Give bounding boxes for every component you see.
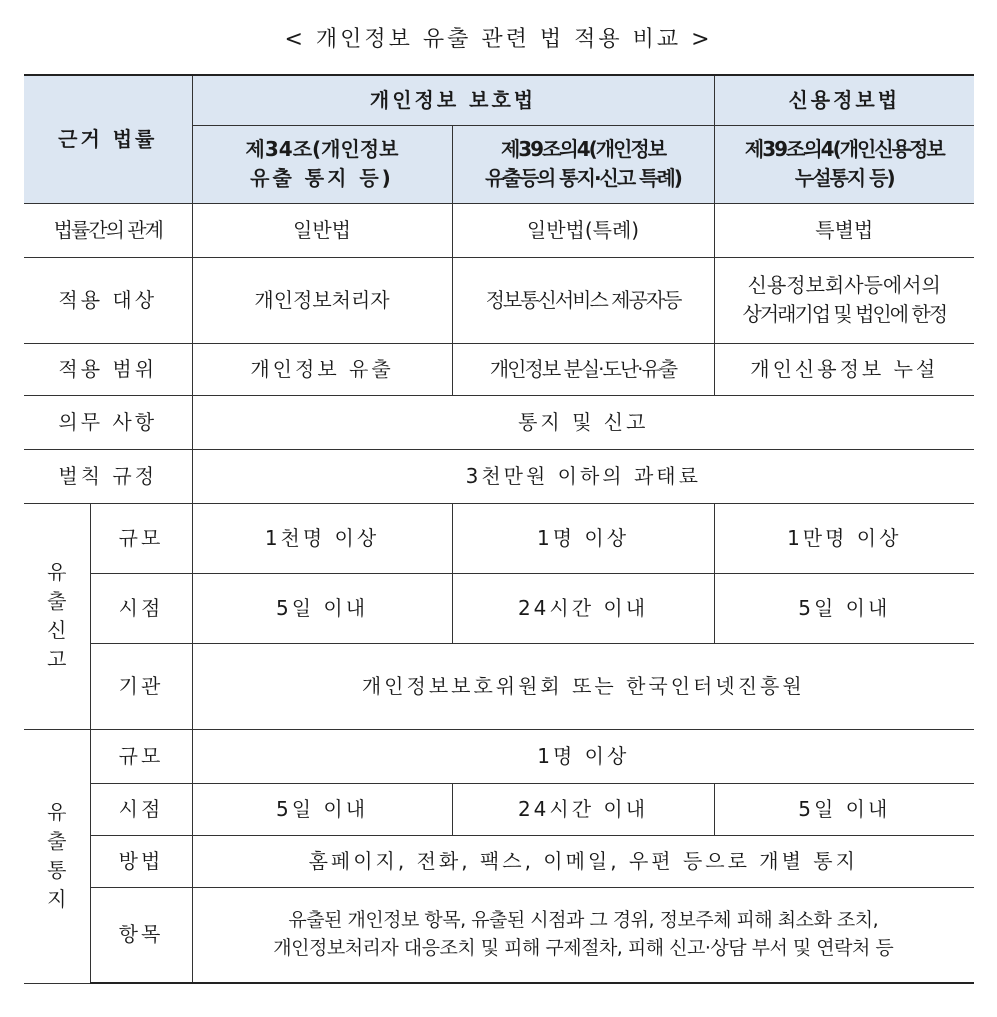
group-label-notice: 유 출 통 지 bbox=[24, 729, 90, 983]
table-caption: < 개인정보 유출 관련 법 적용 비교 > bbox=[284, 27, 713, 52]
cell-value: 특별법 bbox=[714, 203, 974, 257]
row-label: 법률간의 관계 bbox=[24, 203, 192, 257]
row-notice-timing bbox=[24, 783, 974, 835]
row-relation bbox=[24, 203, 974, 257]
header-article-34: 제34조(개인정보 유출 통지 등) bbox=[192, 125, 452, 203]
row-target bbox=[24, 257, 974, 343]
cell-value: 3천만원 이하의 과태료 bbox=[192, 449, 974, 503]
sub-label: 기관 bbox=[90, 643, 192, 729]
cell-value: 개인정보처리자 bbox=[192, 257, 452, 343]
cell-value: 홈페이지, 전화, 팩스, 이메일, 우편 등으로 개별 통지 bbox=[192, 835, 974, 887]
cell-value: 개인신용정보 누설 bbox=[714, 343, 974, 395]
sub-label: 규모 bbox=[90, 729, 192, 783]
row-report-scale bbox=[24, 503, 974, 573]
group-label-report: 유 출 신 고 bbox=[24, 503, 90, 729]
row-report-agency bbox=[24, 643, 974, 729]
row-label: 의무 사항 bbox=[24, 395, 192, 449]
cell-value: 1명 이상 bbox=[192, 729, 974, 783]
header-row-laws bbox=[24, 75, 974, 125]
cell-value: 5일 이내 bbox=[714, 573, 974, 643]
header-credit-act: 신용정보법 bbox=[714, 75, 974, 125]
row-notice-items bbox=[24, 887, 974, 983]
cell-value: 개인정보보호위원회 또는 한국인터넷진흥원 bbox=[192, 643, 974, 729]
cell-value: 5일 이내 bbox=[714, 783, 974, 835]
cell-value: 개인정보 유출 bbox=[192, 343, 452, 395]
cell-value: 24시간 이내 bbox=[452, 573, 714, 643]
cell-value: 24시간 이내 bbox=[452, 783, 714, 835]
cell-value: 통지 및 신고 bbox=[192, 395, 974, 449]
cell-value: 일반법(특례) bbox=[452, 203, 714, 257]
law-comparison-table bbox=[24, 74, 974, 984]
sub-label: 시점 bbox=[90, 783, 192, 835]
cell-value: 1명 이상 bbox=[452, 503, 714, 573]
header-credit-article: 제39조의4(개인신용정보 누설통지 등) bbox=[714, 125, 974, 203]
cell-value: 5일 이내 bbox=[192, 783, 452, 835]
cell-value: 5일 이내 bbox=[192, 573, 452, 643]
sub-label: 시점 bbox=[90, 573, 192, 643]
row-label: 적용 범위 bbox=[24, 343, 192, 395]
row-scope bbox=[24, 343, 974, 395]
header-article-39-4: 제39조의4(개인정보 유출등의 통지·신고 특례) bbox=[452, 125, 714, 203]
cell-value: 신용정보회사등에서의 상거래기업 및 법인에 한정 bbox=[714, 257, 974, 343]
cell-value: 개인정보 분실·도난·유출 bbox=[452, 343, 714, 395]
row-notice-method bbox=[24, 835, 974, 887]
cell-value: 1만명 이상 bbox=[714, 503, 974, 573]
cell-value: 1천명 이상 bbox=[192, 503, 452, 573]
sub-label: 규모 bbox=[90, 503, 192, 573]
header-basis-law: 근거 법률 bbox=[24, 75, 192, 203]
row-report-timing bbox=[24, 573, 974, 643]
cell-value: 정보통신서비스 제공자등 bbox=[452, 257, 714, 343]
cell-value: 일반법 bbox=[192, 203, 452, 257]
row-notice-scale bbox=[24, 729, 974, 783]
sub-label: 방법 bbox=[90, 835, 192, 887]
row-duty bbox=[24, 395, 974, 449]
cell-value: 유출된 개인정보 항목, 유출된 시점과 그 경위, 정보주체 피해 최소화 조치, 개인정보처리자 대응조치 및 피해 구제절차, 피해 신고·상담 부서 및 연락처 등 bbox=[192, 887, 974, 983]
sub-label: 항목 bbox=[90, 887, 192, 983]
row-penalty bbox=[24, 449, 974, 503]
row-label: 벌칙 규정 bbox=[24, 449, 192, 503]
row-label: 적용 대상 bbox=[24, 257, 192, 343]
header-pipa: 개인정보 보호법 bbox=[192, 75, 714, 125]
